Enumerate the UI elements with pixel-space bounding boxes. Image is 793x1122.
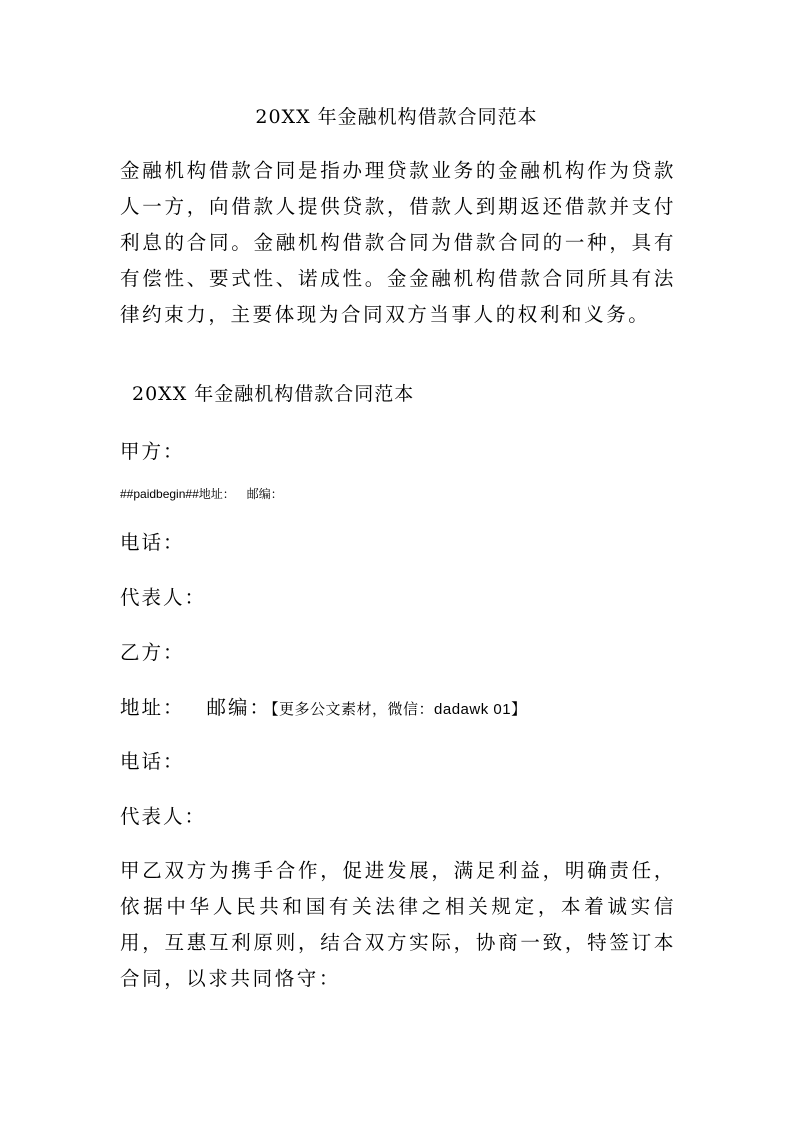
party-a-address-line <box>120 486 283 502</box>
party-b-label: 乙方： <box>120 641 185 664</box>
party-a-address-label: ##paidbegin##地址： <box>120 487 235 501</box>
contract-subtitle: 20XX 年金融机构借款合同范本 <box>132 383 415 405</box>
party-a-label: 甲方： <box>120 440 185 463</box>
party-b-phone-label: 电话： <box>120 750 185 773</box>
document-title: 20XX 年金融机构借款合同范本 <box>255 106 538 128</box>
intro-paragraph: 金融机构借款合同是指办理贷款业务的金融机构作为贷款人一方，向借款人提供贷款，借款人到期返还借款并支付利息的合同。金融机构借款合同为借款合同的一种，具有有偿性、要式性、诺成性。金金融机构借款合同所具有法律约束力，主要体现为合同双方当事人的权利和义务。 <box>120 159 676 326</box>
promo-note: 【更多公文素材，微信：dadawk 01】 <box>271 701 527 718</box>
party-a-phone-label: 电话： <box>120 531 185 554</box>
party-b-address-line <box>120 694 527 724</box>
party-b-address-label: 地址： <box>120 696 185 719</box>
party-a-postcode-label: 邮编： <box>246 487 283 501</box>
party-b-representative-label: 代表人： <box>120 805 207 828</box>
preamble-paragraph: 甲乙双方为携手合作，促进发展，满足利益，明确责任，依据中华人民共和国有关法律之相关规定，本着诚实信用，互惠互利原则，结合双方实际，协商一致，特签订本合同，以求共同恪守： <box>120 859 676 990</box>
party-b-postcode-label: 邮编： <box>206 696 272 719</box>
party-a-representative-label: 代表人： <box>120 586 207 609</box>
